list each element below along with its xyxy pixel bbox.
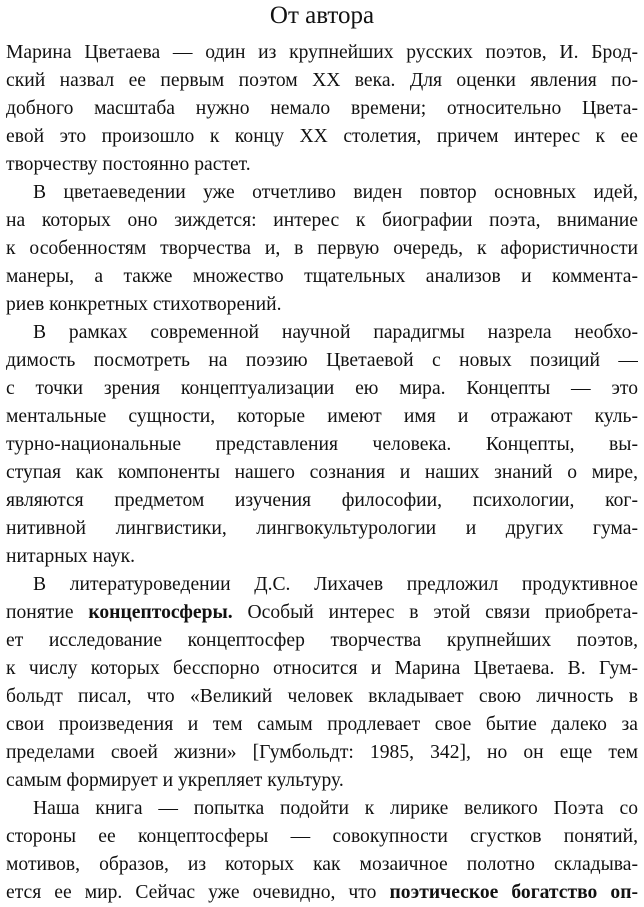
paragraph-concepts	[6, 319, 638, 571]
text-line	[6, 319, 638, 347]
text-run: стороны ее концептосферы — совокупности сгустков понятий,	[6, 826, 638, 847]
text-line	[6, 683, 638, 711]
document-body	[6, 39, 638, 907]
text-run: В литературоведении Д.С. Лихачев предложил продуктивное	[33, 574, 638, 595]
text-line	[6, 879, 638, 907]
text-line	[6, 487, 638, 515]
paragraph-concept-sphere	[6, 571, 638, 795]
text-run: ский назвал ее первым поэтом XX века. Для оценки явления по-	[6, 70, 638, 91]
text-line	[6, 655, 638, 683]
text-line	[6, 207, 638, 235]
text-line	[6, 599, 638, 627]
text-line	[6, 823, 638, 851]
text-line	[6, 543, 638, 571]
text-run: являются предметом изучения философии, психологии, ког-	[6, 490, 638, 511]
text-run: творчеству постоянно растет.	[6, 154, 251, 175]
text-line	[6, 235, 638, 263]
text-run: В рамках современной научной парадигмы назрела необхо-	[33, 322, 638, 343]
text-run: Особый интерес в этой связи приобрета-	[232, 602, 638, 623]
text-run: димость посмотреть на поэзию Цветаевой с новых позиций —	[6, 350, 638, 371]
section-heading: От автора	[269, 2, 375, 29]
text-line	[6, 515, 638, 543]
paragraph-our-book	[6, 795, 638, 907]
text-line	[6, 459, 638, 487]
text-line	[6, 67, 638, 95]
text-run: на которых оно зиждется: интерес к биографии поэта, внимание	[6, 210, 638, 231]
text-run: больдт писал, что «Великий человек вкладывает свою личность в	[6, 686, 638, 707]
text-run: В цветаеведении уже отчетливо виден повтор основных идей,	[33, 182, 638, 203]
text-line	[6, 263, 638, 291]
text-line	[6, 571, 638, 599]
text-line	[6, 123, 638, 151]
text-run: самым формирует и укрепляет культуру.	[6, 770, 344, 791]
text-run: евой это произошло к концу XX столетия, причем интерес к ее	[6, 126, 638, 147]
text-line	[6, 767, 638, 795]
text-run: нитарных наук.	[6, 546, 136, 567]
text-line	[6, 851, 638, 879]
text-line	[6, 739, 638, 767]
text-run: турно-национальные представления человека. Концепты, вы-	[6, 434, 638, 455]
text-line	[6, 179, 638, 207]
text-line	[6, 627, 638, 655]
text-run: Наша книга — попытка подойти к лирике великого Поэта со	[33, 798, 638, 819]
text-run: ступая как компоненты нашего сознания и наших знаний о мире,	[6, 462, 638, 483]
text-run: ментальные сущности, которые имеют имя и отражают куль-	[6, 406, 638, 427]
text-line	[6, 347, 638, 375]
text-run: к числу которых бесспорно относится и Марина Цветаева. В. Гум-	[6, 658, 638, 679]
bold-term: концептосферы.	[88, 602, 233, 623]
text-line	[6, 403, 638, 431]
text-run: понятие	[6, 602, 89, 623]
text-run: к особенностям творчества и, в первую очередь, к афористичности	[6, 238, 638, 259]
text-line	[6, 431, 638, 459]
text-run: мотивов, образов, из которых как мозаичное полотно складыва-	[6, 854, 638, 875]
text-run: Марина Цветаева — один из крупнейших русских поэтов, И. Брод-	[6, 42, 638, 63]
text-line	[6, 795, 638, 823]
bold-term: поэтическое богатство оп-	[389, 882, 638, 903]
paragraph-intro	[6, 39, 638, 179]
text-line	[6, 95, 638, 123]
text-run: с точки зрения концептуализации ею мира. Концепты — это	[6, 378, 638, 399]
text-run: добного масштаба нужно немало времени; относительно Цвета-	[6, 98, 638, 119]
text-line	[6, 151, 638, 179]
text-run: нитивной лингвистики, лингвокультурологии и других гума-	[6, 518, 638, 539]
text-line	[6, 39, 638, 67]
text-run: риев конкретных стихотворений.	[6, 294, 282, 315]
paragraph-tsvetaeva-studies	[6, 179, 638, 319]
text-line	[6, 375, 638, 403]
text-run: ет исследование концептосфер творчества крупнейших поэтов,	[6, 630, 638, 651]
text-run: манеры, а также множество тщательных анализов и коммента-	[6, 266, 638, 287]
text-line	[6, 291, 638, 319]
text-run: ется ее мир. Сейчас уже очевидно, что	[6, 882, 390, 903]
text-line	[6, 711, 638, 739]
text-run: пределами своей жизни» [Гумбольдт: 1985, 342], но он еще тем	[6, 742, 638, 763]
text-run: свои произведения и тем самым продлевает свое бытие далеко за	[6, 714, 638, 735]
